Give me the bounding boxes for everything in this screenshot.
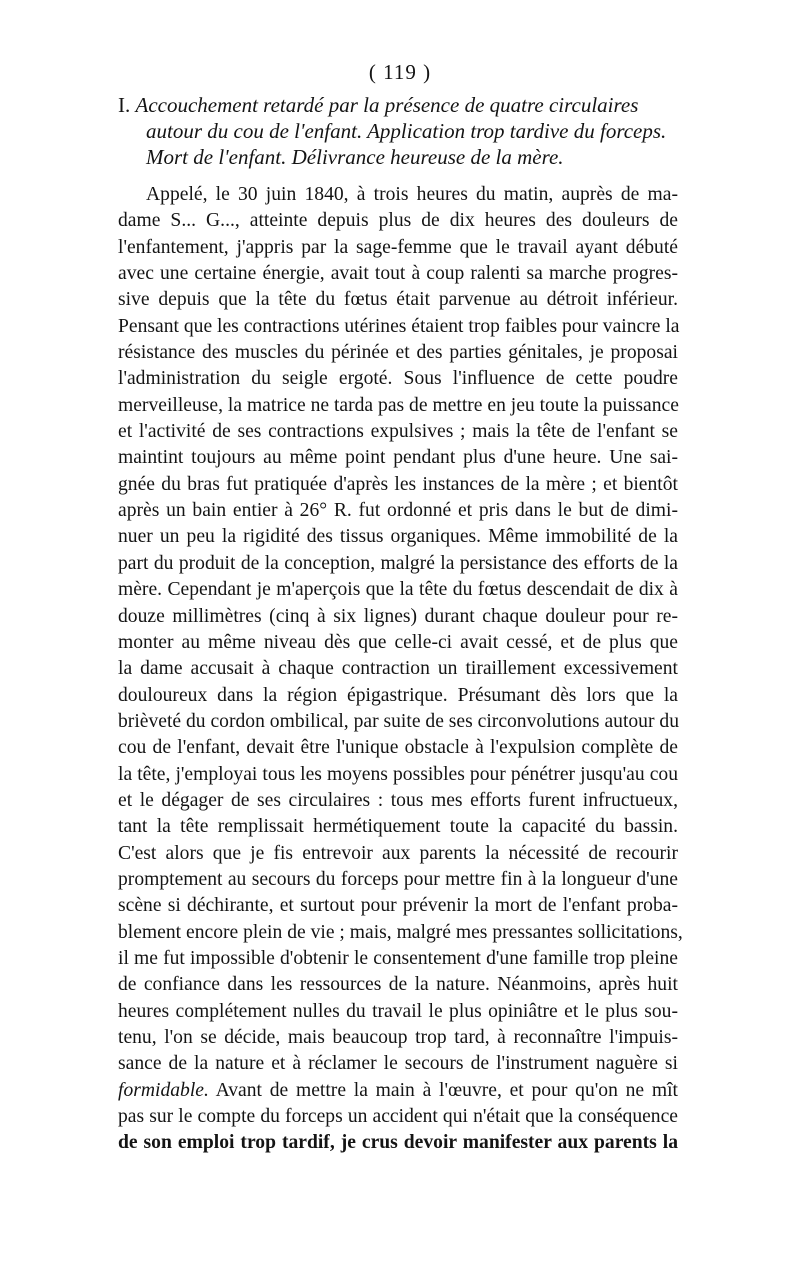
body-line: l'administration du seigle ergoté. Sous l'influence de cette poudre <box>118 368 678 390</box>
body-line: douloureux dans la région épigastrique. Présumant dès lors que la <box>118 684 678 706</box>
body-line: monter au même niveau dès que celle-ci avait cessé, et de plus que <box>118 631 678 653</box>
body-line: nuer un peu la rigidité des tissus organiques. Même immobilité de la <box>118 526 678 548</box>
heading-title-line-3: Mort de l'enfant. Délivrance heureuse de la mère. <box>146 145 564 169</box>
body-line: pas sur le compte du forceps un accident qui n'était que la conséquence <box>118 1106 678 1128</box>
heading-title-line-2: autour du cou de l'enfant. Application trop tardive du forceps. <box>146 119 667 143</box>
heading-line-1 <box>118 92 688 118</box>
body-line: blement encore plein de vie ; mais, malgré mes pressantes sollicitations, <box>118 921 683 943</box>
body-line: promptement au secours du forceps pour mettre fin à la longueur d'une <box>118 868 678 890</box>
body-line: scène si déchirante, et surtout pour prévenir la mort de l'enfant proba- <box>118 895 678 917</box>
body-line: et l'activité de ses contractions expulsives ; mais la tête de l'enfant se <box>118 421 678 443</box>
body-line: de confiance dans les ressources de la nature. Néanmoins, après huit <box>118 974 678 996</box>
section-heading <box>118 92 688 170</box>
body-line: Appelé, le 30 juin 1840, à trois heures du matin, auprès de ma- <box>146 184 678 205</box>
page-number: ( 119 ) <box>368 60 432 84</box>
body-line: il me fut impossible d'obtenir le consentement d'une famille trop pleine <box>118 947 678 969</box>
body-line: Pensant que les contractions utérines étaient trop faibles pour vaincre la <box>118 315 680 337</box>
body-line: tant la tête remplissait hermétiquement toute la capacité du bassin. <box>118 816 678 838</box>
body-line: part du produit de la conception, malgré la persistance des efforts de la <box>118 552 678 574</box>
body-line: après un bain entier à 26° R. fut ordonné et pris dans le but de dimi- <box>118 500 678 522</box>
body-line: dame S... G..., atteinte depuis plus de dix heures des douleurs de <box>118 210 678 232</box>
body-line: l'enfantement, j'appris par la sage-femme que le travail ayant débuté <box>118 236 678 258</box>
body-line: maintint toujours au même point pendant plus d'une heure. Une sai- <box>118 447 678 469</box>
body-line: cou de l'enfant, devait être l'unique obstacle à l'expulsion complète de <box>118 737 678 759</box>
heading-title-line-1: Accouchement retardé par la présence de quatre circulaires <box>135 93 639 117</box>
body-line <box>118 1078 678 1104</box>
italic-word: formidable. <box>118 1079 209 1101</box>
body-line: de son emploi trop tardif, je crus devoir manifester aux parents la <box>118 1132 678 1154</box>
body-line: douze millimètres (cinq à six lignes) durant chaque douleur pour re- <box>118 605 678 627</box>
body-line: heures complétement nulles du travail le plus opiniâtre et le plus sou- <box>118 1000 678 1022</box>
body-paragraph <box>118 182 683 1157</box>
body-line: C'est alors que je fis entrevoir aux parents la nécessité de recourir <box>118 842 678 864</box>
body-line: sive depuis que la tête du fœtus était parvenue au détroit inférieur. <box>118 289 678 311</box>
body-line: brièveté du cordon ombilical, par suite de ses circonvolutions autour du <box>118 710 679 732</box>
body-line: merveilleuse, la matrice ne tarda pas de mettre en jeu toute la puissance <box>118 394 679 416</box>
body-line: sance de la nature et à réclamer le secours de l'instrument naguère si <box>118 1053 678 1075</box>
body-line: tenu, l'on se décide, mais beaucoup trop tard, à reconnaître l'impuis- <box>118 1027 678 1048</box>
body-line: avec une certaine énergie, avait tout à coup ralenti sa marche progres- <box>118 263 678 285</box>
body-line: la dame accusait à chaque contraction un tiraillement excessivement <box>118 658 678 680</box>
body-line: résistance des muscles du périnée et des parties génitales, je proposai <box>118 342 678 364</box>
body-line: mère. Cependant je m'aperçois que la tête du fœtus descendait de dix à <box>118 579 678 601</box>
body-line-rest: Avant de mettre la main à l'œuvre, et pour qu'on ne mît <box>215 1079 678 1101</box>
body-line: la tête, j'employai tous les moyens possibles pour pénétrer jusqu'au cou <box>118 763 678 785</box>
body-line: et le dégager de ses circulaires : tous mes efforts furent infructueux, <box>118 789 678 811</box>
heading-numeral: I. <box>118 93 131 117</box>
body-line: gnée du bras fut pratiquée d'après les instances de la mère ; et bientôt <box>118 473 678 495</box>
